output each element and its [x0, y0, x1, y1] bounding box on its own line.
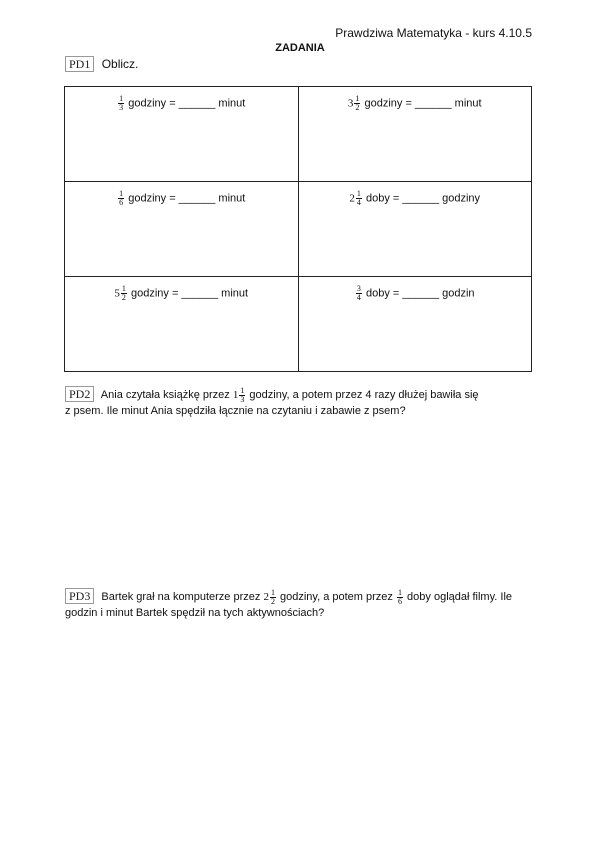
- exercise-text: godziny = ______ minut: [130, 287, 249, 300]
- numerator: 3: [356, 284, 361, 293]
- task-pd2-text-start: Ania czytała książkę przez: [100, 389, 230, 401]
- fraction: [118, 190, 124, 207]
- numerator: 1: [240, 385, 245, 395]
- numerator: 1: [119, 189, 124, 198]
- fraction: [270, 589, 276, 606]
- whole-number: 1: [232, 389, 239, 401]
- numerator: 1: [355, 94, 360, 103]
- task-pd2-question: z psem. Ile minut Ania spędziła łącznie na czytaniu i zabawie z psem?: [65, 404, 406, 417]
- exercise-grid: [64, 86, 532, 372]
- exercise-cell: [65, 277, 299, 372]
- denominator: 3: [240, 394, 245, 404]
- exercise-cell: [298, 87, 532, 182]
- exercise-text: godziny = ______ minut: [128, 97, 246, 110]
- fraction: [239, 387, 245, 404]
- numerator: 1: [121, 284, 126, 293]
- exercise-cell: [65, 182, 299, 277]
- task-pd3-text-end: doby oglądał filmy. Ile: [407, 591, 513, 603]
- task-tag-pd2: PD2: [65, 386, 94, 402]
- whole-number: 2: [263, 591, 269, 603]
- fraction: [356, 190, 362, 207]
- exercise-text: godziny = ______ minut: [364, 97, 482, 110]
- denominator: 4: [356, 293, 361, 302]
- task-pd1-instruction: Oblicz.: [101, 57, 139, 71]
- fraction: [118, 95, 124, 112]
- whole-number: 5: [114, 287, 120, 300]
- task-pd3: [65, 588, 535, 621]
- task-tag-pd1: PD1: [65, 56, 94, 72]
- task-pd2: [65, 386, 535, 419]
- numerator: 1: [270, 587, 275, 597]
- denominator: 6: [119, 198, 124, 207]
- task-pd1-header: [65, 56, 138, 72]
- page-title: ZADANIA: [275, 42, 325, 54]
- exercise-cell: [65, 87, 299, 182]
- exercise-text: doby = ______ godziny: [365, 192, 481, 205]
- exercise-text: doby = ______ godzin: [365, 287, 475, 300]
- denominator: 6: [397, 596, 402, 606]
- denominator: 2: [355, 103, 360, 112]
- fraction: [354, 95, 360, 112]
- whole-number: 2: [349, 192, 355, 205]
- numerator: 1: [397, 587, 402, 597]
- task-pd3-question: godzin i minut Bartek spędził na tych aktywnościach?: [65, 606, 325, 619]
- exercise-cell: [298, 182, 532, 277]
- exercise-cell: [298, 277, 532, 372]
- fraction: [121, 285, 127, 302]
- numerator: 1: [356, 189, 361, 198]
- fraction: [397, 589, 403, 606]
- whole-number: 3: [347, 97, 354, 110]
- task-pd3-text-start: Bartek grał na komputerze przez: [101, 591, 261, 603]
- denominator: 2: [270, 596, 275, 606]
- task-tag-pd3: PD3: [65, 588, 94, 604]
- numerator: 1: [119, 94, 124, 103]
- exercise-text: godziny = ______ minut: [128, 192, 246, 205]
- task-pd3-text-middle: godziny, a potem przez: [280, 591, 393, 603]
- fraction: [356, 285, 362, 302]
- denominator: 4: [356, 198, 361, 207]
- denominator: 2: [121, 293, 126, 302]
- denominator: 3: [119, 103, 124, 112]
- task-pd2-text-end: godziny, a potem przez 4 razy dłużej bawiła się: [249, 389, 479, 401]
- course-header: Prawdziwa Matematyka - kurs 4.10.5: [335, 26, 532, 40]
